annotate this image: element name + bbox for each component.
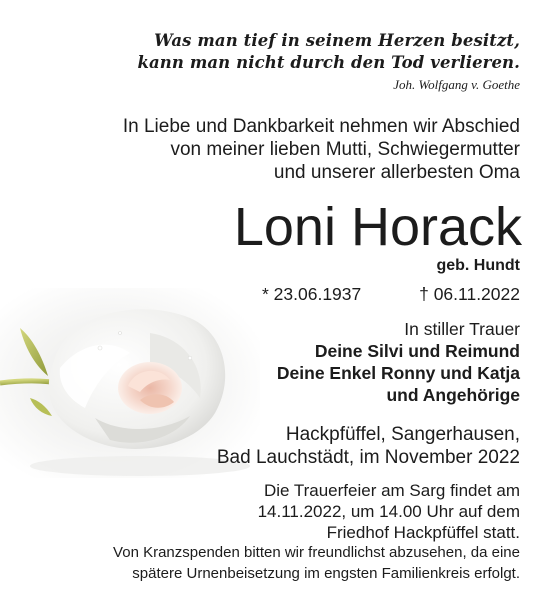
wreath-line-2: spätere Urnenbeisetzung im engsten Familienkreis erfolgt. xyxy=(132,564,520,582)
goethe-quote xyxy=(20,30,520,95)
birth-date: * 23.06.1937 xyxy=(262,284,362,304)
wreath-line-1: Von Kranzspenden bitten wir freundlichst abzusehen, da eine xyxy=(113,544,520,561)
deceased-name: Loni Horack xyxy=(233,197,522,257)
funeral-line-2: 14.11.2022, um 14.00 Uhr auf dem xyxy=(257,502,520,521)
funeral-line-1: Die Trauerfeier am Sarg findet am xyxy=(263,481,520,500)
mourners-intro: In stiller Trauer xyxy=(404,319,520,339)
mourners-block xyxy=(120,318,520,406)
mourner-line-2: Deine Enkel Ronny und Katja xyxy=(276,363,520,383)
intro-line-3: und unserer allerbesten Oma xyxy=(273,162,520,183)
mourner-line-1: Deine Silvi und Reimund xyxy=(314,341,520,361)
maiden-name: geb. Hundt xyxy=(436,257,520,274)
wreath-notice xyxy=(10,543,520,584)
place-and-date xyxy=(120,423,520,469)
intro-line-2: von meiner lieben Mutti, Schwiegermutter xyxy=(170,139,520,160)
funeral-info xyxy=(120,480,520,543)
place-line-1: Hackpfüffel, Sangerhausen, xyxy=(285,424,520,445)
intro-line-1: In Liebe und Dankbarkeit nehmen wir Abschied xyxy=(122,116,520,137)
farewell-intro xyxy=(10,115,520,184)
place-line-2: Bad Lauchstädt, im November 2022 xyxy=(216,447,520,468)
death-date: † 06.11.2022 xyxy=(419,284,520,304)
funeral-line-3: Friedhof Hackpfüffel statt. xyxy=(326,523,520,542)
mourner-line-3: und Angehörige xyxy=(386,385,520,405)
quote-author: Joh. Wolfgang v. Goethe xyxy=(393,77,520,92)
quote-line-1: Was man tief in seinem Herzen besitzt, xyxy=(154,31,520,50)
quote-line-2: kann man nicht durch den Tod verlieren. xyxy=(137,53,520,72)
